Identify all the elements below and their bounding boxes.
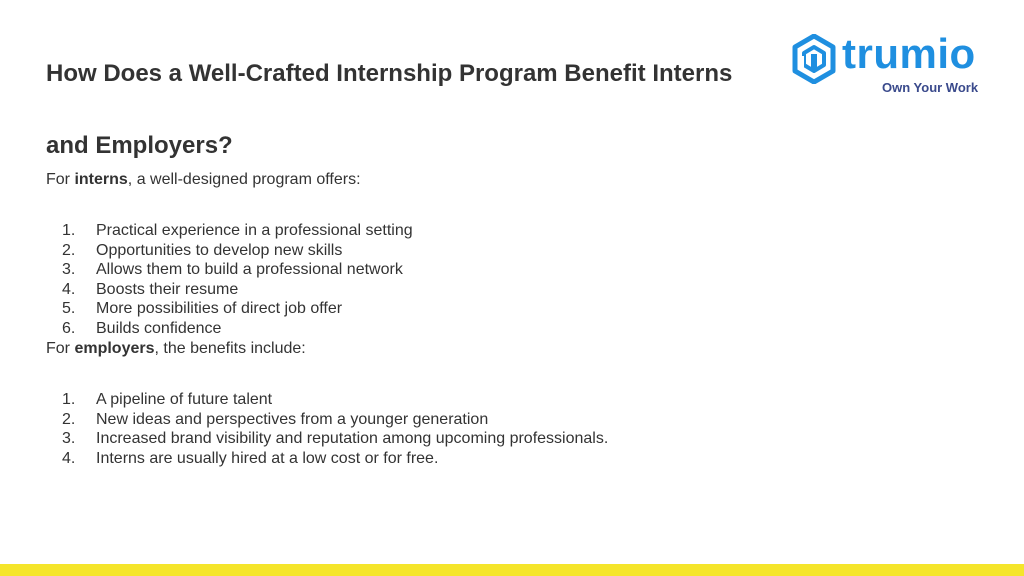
list-item-number: 3. bbox=[62, 261, 76, 278]
interns-intro-keyword: interns bbox=[74, 171, 128, 188]
list-item-text: More possibilities of direct job offer bbox=[96, 300, 343, 317]
list-item bbox=[46, 280, 413, 300]
list-item bbox=[46, 410, 608, 430]
slide-title-line-2: and Employers? bbox=[46, 132, 233, 159]
list-item-text: Practical experience in a professional setting bbox=[96, 222, 413, 239]
list-item-text: A pipeline of future talent bbox=[96, 391, 273, 408]
list-item bbox=[46, 260, 413, 280]
list-item-number: 2. bbox=[62, 410, 76, 428]
list-item-text: Boosts their resume bbox=[96, 280, 239, 298]
list-item-text: Increased brand visibility and reputation among upcoming professionals. bbox=[96, 430, 609, 447]
employers-intro-suffix: , the benefits include: bbox=[154, 340, 306, 357]
employers-intro bbox=[46, 339, 306, 359]
list-item-number: 1. bbox=[62, 222, 76, 239]
trumio-hexagon-icon bbox=[792, 34, 836, 84]
list-item-text: Allows them to build a professional network bbox=[96, 261, 403, 278]
slide-title-line-1: How Does a Well-Crafted Internship Program Benefit Interns bbox=[46, 60, 733, 87]
employers-intro-keyword: employers bbox=[74, 340, 155, 357]
interns-intro bbox=[46, 170, 361, 190]
list-item bbox=[46, 241, 413, 261]
slide-title bbox=[46, 56, 906, 164]
employers-intro-prefix: For bbox=[46, 340, 75, 357]
list-item-text: Builds confidence bbox=[96, 319, 222, 337]
interns-intro-prefix: For bbox=[46, 171, 75, 188]
interns-intro-suffix: , a well-designed program offers: bbox=[127, 171, 361, 188]
list-item bbox=[46, 429, 608, 449]
logo-wordmark: trumio bbox=[842, 30, 976, 77]
list-item-text: New ideas and perspectives from a younger generation bbox=[96, 410, 489, 428]
list-item-number: 1. bbox=[62, 391, 76, 408]
logo-tagline: Own Your Work bbox=[882, 80, 979, 95]
list-item-number: 5. bbox=[62, 300, 76, 317]
interns-benefits-list bbox=[46, 221, 413, 338]
list-item bbox=[46, 390, 608, 410]
list-item-number: 2. bbox=[62, 241, 76, 259]
bottom-accent-bar bbox=[0, 564, 1024, 576]
list-item-number: 6. bbox=[62, 319, 76, 337]
list-item bbox=[46, 319, 413, 339]
employers-benefits-list bbox=[46, 390, 608, 468]
list-item bbox=[46, 449, 608, 469]
list-item-number: 3. bbox=[62, 430, 76, 447]
list-item-text: Interns are usually hired at a low cost or for free. bbox=[96, 449, 439, 467]
list-item bbox=[46, 299, 413, 319]
trumio-logo bbox=[792, 30, 1002, 98]
list-item-number: 4. bbox=[62, 280, 76, 298]
list-item-text: Opportunities to develop new skills bbox=[96, 241, 343, 259]
list-item bbox=[46, 221, 413, 241]
list-item-number: 4. bbox=[62, 449, 76, 467]
